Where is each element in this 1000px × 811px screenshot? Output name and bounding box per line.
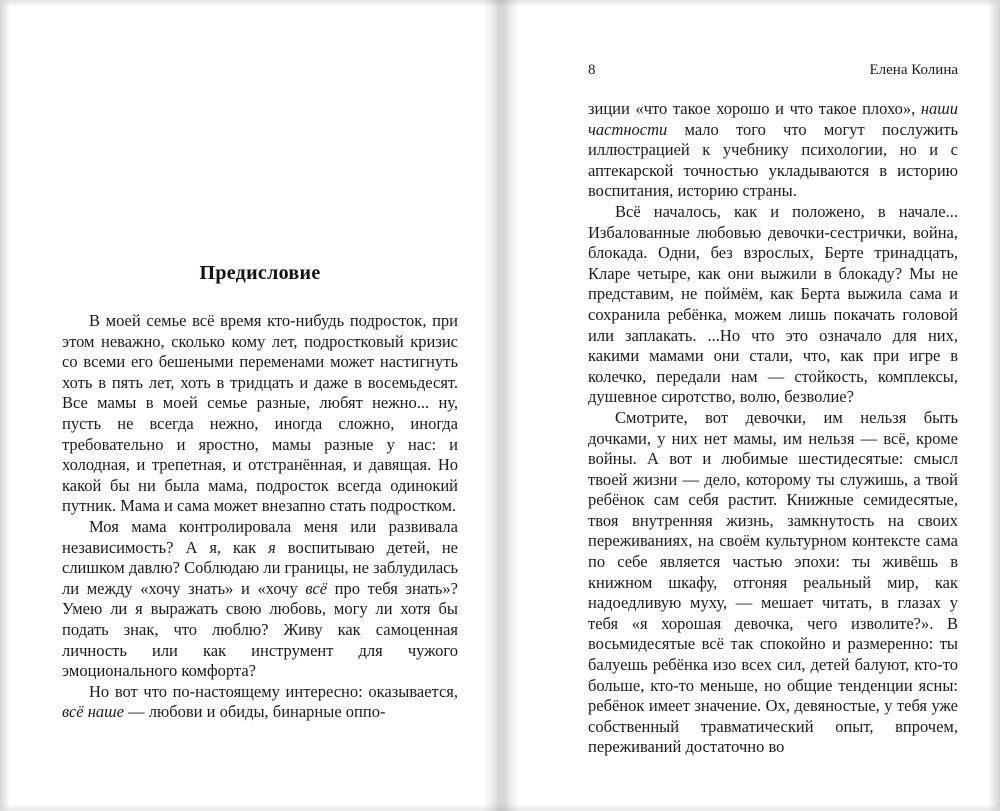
page-number: 8 — [588, 62, 596, 78]
paragraph: Но вот что по-настоящему интересно: оказывается, всё наше — любови и обиды, бинарные оппо- — [62, 681, 458, 722]
left-page — [0, 0, 490, 811]
right-page — [510, 0, 1000, 811]
paragraph: Смотрите, вот девочки, им нельзя быть дочками, у них нет мамы, им нельзя — всё, кроме войны. А вот и любимые шестидесятые: смысл твоей жизни — дело, которому ты служишь, а твой ребёнок сам себя растит. Книжные семидесятые, твоя внутренняя жизнь, замкнутость на своих переживаниях, на своём культурном контексте сама по себе является частью эпохи: ты живёшь в книжном шкафу, отгоняя реальный мир, как надоедливую муху, — мешает читать, в глазах у тебя «я хорошая девочка, чего изволите?». В восьмидесятые всё так спокойно и размеренно: ты балуешь ребёнка изо всех сил, детей балуют, кто-то больше, кто-то меньше, но общие тенденции ясны: ребёнок имеет значение. Ох, девяностые, у тебя уже собственный травматический опыт, впрочем, переживаний достаточно во — [588, 407, 958, 757]
running-title: Елена Колина — [869, 62, 958, 78]
paragraph: Всё началось, как и положено, в начале... Избалованные любовью девочки-сестрички, война, блокада. Одни, без взрослых, Берте тринадцать, Кларе четыре, как они выжили в блокаду? Мы не представим, не поймём, как Берта выжила сама и сохранила ребёнка, можем лишь покачать головой или заплакать. ...Но что это означало для них, какими мамами они стали, что, как при игре в колечко, передали нам — стойкость, комплексы, душевное сиротство, волю, безволие? — [588, 201, 958, 407]
paragraph: зиции «что такое хорошо и что такое плохо», наши частности мало того что могут послужить иллюстрацией к учебнику психологии, но и с аптекарской точностью укладываются в историю воспитания, историю страны. — [588, 99, 958, 201]
right-page-text — [588, 99, 958, 758]
left-page-text — [62, 311, 458, 723]
paragraph: В моей семье всё время кто-нибудь подросток, при этом неважно, сколько кому лет, подростковый кризис со всеми его бешеными переменами может настигнуть хоть в пять лет, хоть в тридцать и даже в восемьдесят. Все мамы в моей семье разные, любят нежно... ну, пусть не всегда нежно, иногда сложно, иногда требовательно и яростно, мамы разные у нас: и холодная, и трепетная, и отстранённая, и давящая. Но какой бы ни была мама, подросток всегда одинокий путник. Мама и сама может внезапно стать подростком. — [62, 311, 458, 516]
running-head — [588, 62, 958, 79]
paragraph: Моя мама контролировала меня или развивала независимость? А я, как я воспитываю детей, не слишком давлю? Соблюдаю ли границы, не заблудилась ли между «хочу знать» и «хочу всё про тебя знать»? Умею ли я выражать свою любовь, могу ли хотя бы подать знак, что люблю? Живу как самоценная личность или как инструмент для чужого эмоционального комфорта? — [62, 516, 459, 681]
chapter-heading: Предисловие — [199, 262, 321, 284]
